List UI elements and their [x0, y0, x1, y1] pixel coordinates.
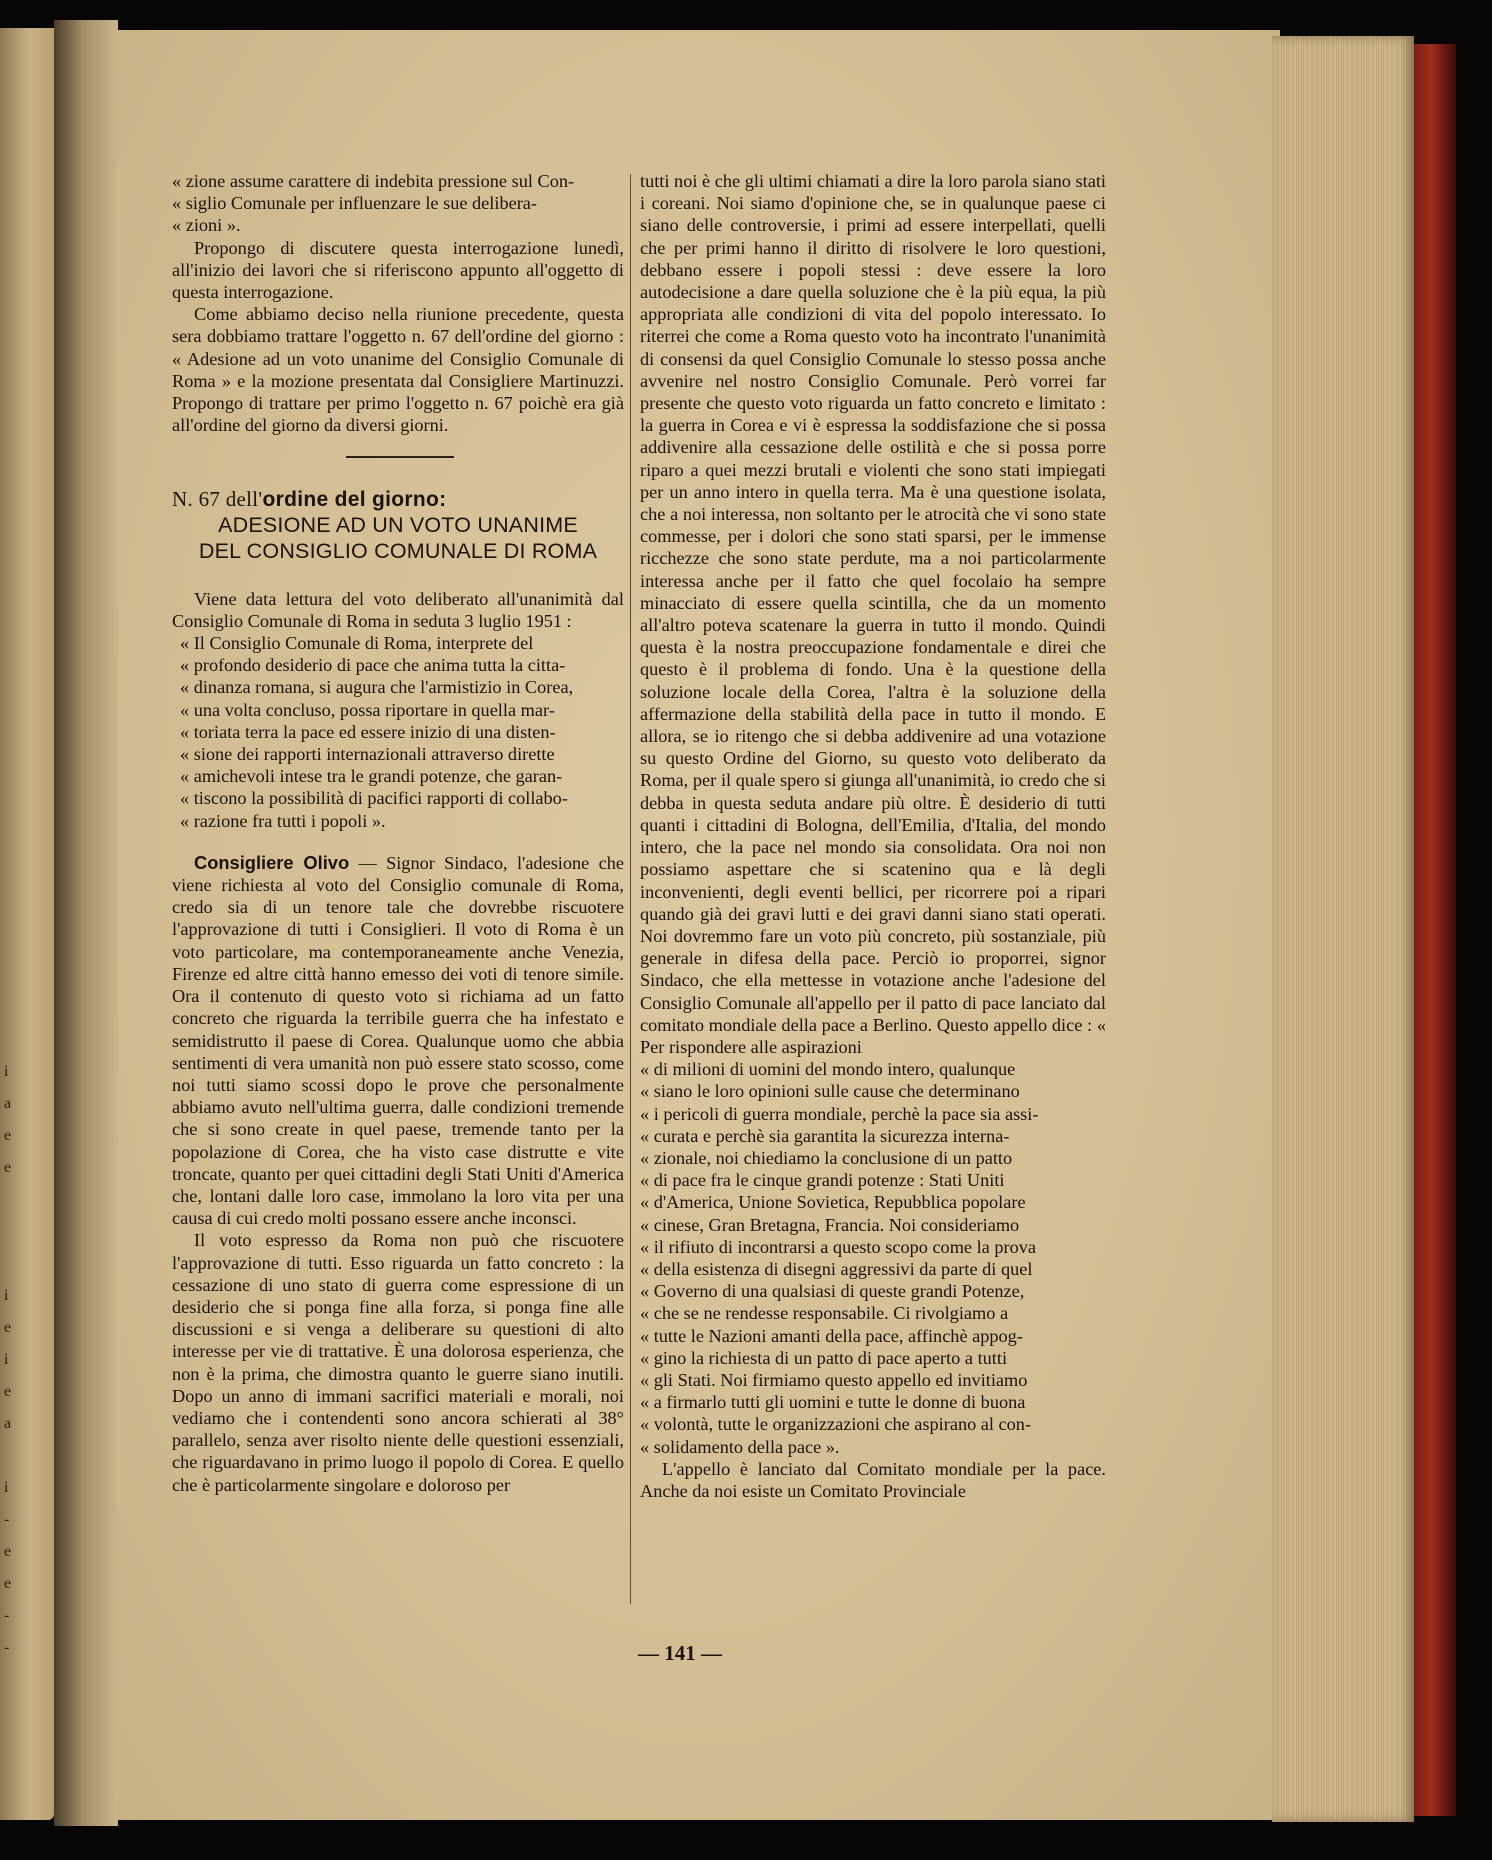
quote-line: « a firmarlo tutti gli uomini e tutte le donne di buona	[640, 1392, 1026, 1413]
quote-line: « sione dei rapporti internazionali attraverso dirette	[180, 744, 555, 765]
quote-line: « dinanza romana, si augura che l'armistizio in Corea,	[180, 677, 574, 698]
speech-paragraph	[172, 852, 624, 1229]
agenda-heading-bold: ordine del giorno:	[262, 488, 447, 512]
paragraph: Propongo di discutere questa interrogazione lunedì, all'inizio dei lavori che si riferiscono appunto all'oggetto di questa interrogazione.	[172, 237, 624, 303]
agenda-heading-prefix: N. 67 dell'	[172, 487, 263, 512]
quote-line: « i pericoli di guerra mondiale, perchè la pace sia assi-	[640, 1103, 1039, 1124]
quote-line: « zioni ».	[172, 215, 241, 236]
left-column	[172, 170, 624, 1496]
left-page-edge	[0, 28, 54, 1820]
quote-line: « volontà, tutte le organizzazioni che aspirano al con-	[640, 1414, 1032, 1435]
section-title-line: ADESIONE AD UN VOTO UNANIME	[218, 512, 578, 537]
quote-line: « curata e perchè sia garantita la sicurezza interna-	[640, 1125, 1010, 1146]
spacer	[172, 832, 624, 852]
paragraph: Come abbiamo deciso nella riunione precedente, questa sera dobbiamo trattare l'oggetto n. 67 dell'ordine del giorno : « Adesione ad un voto unanime del Consiglio Comunale di Roma » e la mozione presentata dal Consigliere Martinuzzi. Propongo di trattare per primo l'oggetto n. 67 poichè era già all'ordine del giorno da diversi giorni.	[172, 304, 624, 436]
page-number: — 141 —	[638, 1641, 722, 1665]
quote-line: « amichevoli intese tra le grandi potenze, che garan-	[180, 766, 563, 787]
section-title	[172, 512, 624, 564]
agenda-heading	[172, 488, 624, 511]
quote-continuation	[172, 170, 624, 237]
quote-line: « di pace fra le cinque grandi potenze : Stati Uniti	[640, 1170, 1005, 1191]
paragraph: tutti noi è che gli ultimi chiamati a dire la loro parola siano stati i coreani. Noi siamo d'opinione che, se in qualunque paese ci siano delle controversie, i primi ad essere interpellati, quelli che per primi hanno il diritto di risolvere le loro questioni, debbano essere i popoli stessi : deve essere la loro autodecisione a dare quella soluzione che è la più equa, la più appropriata alle condizioni di vita del popolo interessato. Io riterrei che come a Roma questo voto ha incontrato l'unanimità di consensi da quel Consiglio Comunale lo stesso possa anche avvenire nel nostro Consiglio Comunale. Però vorrei far presente che questo voto riguarda un fatto concreto e limitato : la guerra in Corea e vi è espressa la soddisfazione che si possa addivenire alla cessazione delle ostilità e che si possa porre riparo a quei mezzi brutali e violenti che sono stati impiegati per un anno intero in quella terra. Ma è una questione isolata, che a noi interessa, non soltanto per le atrocità che vi sono state commesse, per i dolori che sono stati sparsi, per le immense ricchezze che sono state perdute, ma a noi particolarmente interessa anche per il fatto che quel focolaio ha sempre minacciato di essere quella scintilla, che da un momento all'altro poteva scatenare la guerra in tutto il mondo. Quindi questa è la nostra preoccupazione fondamentale e direi che questo è il problema di fondo. Una è la questione della soluzione locale della Corea, l'altra è la soluzione della affermazione della stabilità della pace in tutto il mondo. E allora, se io ritengo che si debba addivenire ad una votazione su questo Ordine del Giorno, su questo voto deliberato da Roma, per il quale spero si giunga all'unanimità, io credo che si debba in questa seduta andare più oltre. È desiderio di tutti quanti i cittadini di Bologna, dell'Emilia, d'Italia, del mondo intero, che la pace nel mondo sia consolidata. Ora noi non possiamo aspettare che si scatenino qua e là degli inconvenienti, degli eventi bellici, per ricorrere poi a ripari quando già dei gravi lutti e dei gravi danni siano stati operati. Noi dovremmo fare un voto più concreto, più sostanziale, più generale in difesa della pace. Perciò io proporrei, signor Sindaco, che ella mettesse in votazione anche l'adesione del Consiglio Comunale all'appello per il patto di pace lanciato dal comitato mondiale della pace a Berlino. Questo appello dice : « Per rispondere alle aspirazioni	[640, 171, 1106, 1057]
quote-line: « tutte le Nazioni amanti della pace, affinchè appog-	[640, 1325, 1023, 1346]
quote-line: « della esistenza di disegni aggressivi da parte di quel	[640, 1258, 1033, 1279]
peace-appeal-quote	[640, 1058, 1106, 1458]
quote-line: « siano le loro opinioni sulle cause che determinano	[640, 1081, 1020, 1102]
paragraph: Il voto espresso da Roma non può che riscuotere l'approvazione di tutti. Esso riguarda un fatto concreto : la cessazione di uno stato di guerra come espressione di un desiderio che si ponga fine alla forza, si ponga fine alle discussioni e si venga a deliberare su questioni di alto interesse per vie di trattative. È una dolorosa esperienza, che non è la prima, che dimostra quanto le guerre siano inutili. Dopo un anno di immani sacrifici materiali e morali, noi vediamo che i contendenti sono ancora schierati al 38° parallelo, senza aver risolto niente delle questioni essenziali, che riguardavano in primo luogo il popolo di Corea. E quello che è particolarmente singolare e doloroso per	[172, 1230, 624, 1495]
section-rule	[346, 456, 454, 458]
quote-line: « una volta concluso, possa riportare in quella mar-	[180, 699, 555, 720]
paragraph: L'appello è lanciato dal Comitato mondiale per la pace. Anche da noi esiste un Comitato Provinciale	[640, 1458, 1106, 1501]
section-title-line: DEL CONSIGLIO COMUNALE DI ROMA	[198, 538, 598, 563]
quote-line: « solidamento della pace ».	[640, 1436, 840, 1457]
quote-line: « razione fra tutti i popoli ».	[180, 810, 386, 831]
left-edge-letters: i a e e i e i e a i - e e - -	[4, 1063, 12, 1656]
quote-line: « profondo desiderio di pace che anima tutta la citta-	[180, 655, 566, 676]
quote-line: « zione assume carattere di indebita pressione sul Con-	[172, 171, 575, 191]
quote-line: « che se ne rendesse responsabile. Ci rivolgiamo a	[640, 1303, 1009, 1324]
quote-line: « il rifiuto di incontrarsi a questo scopo come la prova	[640, 1236, 1036, 1257]
quote-line: « gino la richiesta di un patto di pace aperto a tutti	[640, 1347, 1008, 1368]
right-column	[640, 170, 1106, 1502]
page-stack-edge	[1272, 36, 1414, 1822]
speech-text: — Signor Sindaco, l'adesione che viene richiesta al voto del Consiglio comunale di Roma, credo sia di un tenore tale che dovrebbe riscuotere l'approvazione di tutti i Consiglieri. Il voto di Roma è un voto particolare, ma contemporaneamente anche Venezia, Firenze ed altre città hanno emesso dei voti di tenore simile. Ora il contenuto di questo voto si richiama ad un fatto concreto che riguarda la terribile guerra che ha infestato e semidistrutto il paese di Corea. Qualunque uomo che abbia sentimenti di vera umanità non può essere stato scosso, come noi tutti siamo scossi dopo le prove che personalmente abbiamo avuto nell'ultima guerra, dalle condizioni tremende che si sono create in quel paese, tremende tanto per la popolazione di Corea, che ha visto case distrutte e vite troncate, quanto per quei cittadini degli Stati Uniti d'America che, lontani dalle loro case, immolano la loro vita per una causa di cui credo molti possano essere anche inconsci.	[172, 852, 624, 1229]
quote-line: « di milioni di uomini del mondo intero, qualunque	[640, 1059, 1016, 1080]
quote-line: « cinese, Gran Bretagna, Francia. Noi consideriamo	[640, 1214, 1020, 1235]
quote-line: « zionale, noi chiediamo la conclusione di un patto	[640, 1147, 1013, 1168]
roma-vote-quote	[172, 632, 624, 832]
book-cover-edge	[1414, 44, 1456, 1816]
column-divider	[630, 174, 631, 1604]
speaker-name: Consigliere Olivo	[194, 851, 350, 873]
quote-line: « gli Stati. Noi firmiamo questo appello ed invitiamo	[640, 1369, 1028, 1390]
quote-line: « Governo di una qualsiasi di queste grandi Potenze,	[640, 1281, 1025, 1302]
intro-paragraph: Viene data lettura del voto deliberato all'unanimità dal Consiglio Comunale di Roma in seduta 3 luglio 1951 :	[172, 588, 624, 631]
quote-line: « toriata terra la pace ed essere inizio di una disten-	[180, 721, 556, 742]
quote-line: « tiscono la possibilità di pacifici rapporti di collabo-	[180, 788, 568, 809]
quote-line: « d'America, Unione Sovietica, Repubblica popolare	[640, 1192, 1026, 1213]
quote-line: « Il Consiglio Comunale di Roma, interprete del	[180, 633, 534, 654]
book-gutter	[54, 20, 118, 1826]
quote-line: « siglio Comunale per influenzare le sue delibera-	[172, 193, 537, 214]
